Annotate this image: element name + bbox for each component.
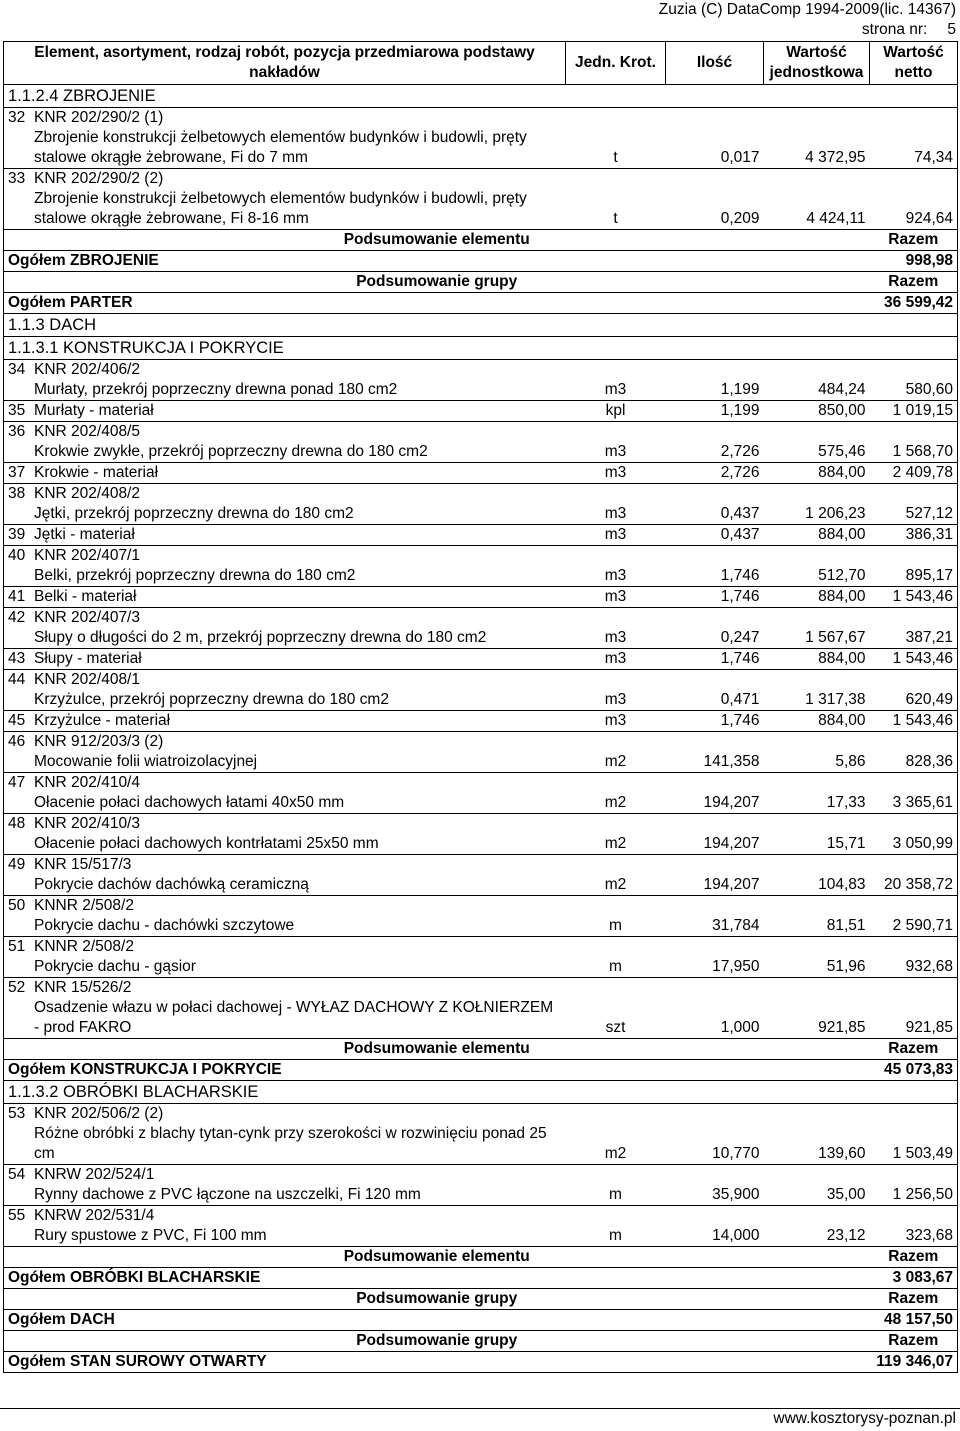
item-code-line [8, 814, 562, 834]
item-unit: m [566, 1206, 666, 1247]
total-row [4, 1310, 958, 1331]
item-code-line [8, 773, 562, 793]
item-unit: t [566, 169, 666, 230]
item-unit: m [566, 896, 666, 937]
item-unit-price: 4 372,95 [764, 108, 870, 169]
item-net-value: 1 503,49 [870, 1104, 958, 1165]
item-quantity: 0,471 [666, 670, 764, 711]
item-description-cell [4, 608, 566, 649]
copyright-text: Zuzia (C) DataComp 1994-2009(lic. 14367) [658, 1, 956, 18]
line-item-row [4, 525, 958, 546]
total-row [4, 251, 958, 272]
total-value: 48 157,50 [870, 1310, 958, 1331]
item-unit-price: 884,00 [764, 711, 870, 732]
item-code-line [8, 937, 562, 957]
item-code: KNR 202/408/5 [34, 423, 140, 440]
item-code: KNR 202/408/1 [34, 671, 140, 688]
item-description: Krzyżulce - materiał [34, 712, 171, 729]
line-item-row [4, 978, 958, 1039]
item-description: Pokrycie dachu - gąsior [34, 958, 196, 975]
item-code-line [8, 360, 562, 380]
item-description-cell [4, 773, 566, 814]
summary-row [4, 1039, 958, 1060]
item-quantity: 141,358 [666, 732, 764, 773]
item-unit-price: 15,71 [764, 814, 870, 855]
item-code-line [8, 169, 562, 189]
item-code-line [8, 484, 562, 504]
item-description: Belki, przekrój poprzeczny drewna do 180 cm2 [34, 567, 356, 584]
item-code: KNR 202/410/4 [34, 774, 140, 791]
line-item-row [4, 773, 958, 814]
total-value: 3 083,67 [870, 1268, 958, 1289]
item-unit: m3 [566, 546, 666, 587]
item-unit-price: 5,86 [764, 732, 870, 773]
item-net-value: 2 590,71 [870, 896, 958, 937]
col-net-value-header: Wartość netto [870, 42, 958, 85]
item-unit-price: 51,96 [764, 937, 870, 978]
item-quantity: 0,437 [666, 525, 764, 546]
item-unit: t [566, 108, 666, 169]
line-item-row [4, 422, 958, 463]
item-code-line [8, 546, 562, 566]
item-description-cell [4, 360, 566, 401]
summary-label: Podsumowanie elementu [4, 230, 870, 251]
page-label: strona nr: [861, 21, 928, 38]
item-quantity: 1,199 [666, 401, 764, 422]
total-value: 119 346,07 [870, 1352, 958, 1373]
line-item-row [4, 937, 958, 978]
item-number: 48 [8, 815, 26, 832]
item-description: Jętki, przekrój poprzeczny drewna do 180 cm2 [34, 505, 354, 522]
total-label: Ogółem PARTER [4, 293, 870, 314]
section-heading-row [4, 314, 958, 337]
item-description-cell [4, 587, 566, 608]
page-header [659, 0, 956, 40]
summary-right-label: Razem [870, 272, 958, 293]
item-unit: m [566, 1165, 666, 1206]
line-item-row [4, 546, 958, 587]
total-label: Ogółem KONSTRUKCJA I POKRYCIE [4, 1060, 870, 1081]
line-item-row [4, 1104, 958, 1165]
item-code-line [8, 670, 562, 690]
item-quantity: 194,207 [666, 855, 764, 896]
item-code-line [8, 1165, 562, 1185]
summary-label: Podsumowanie grupy [4, 1331, 870, 1352]
line-item-row [4, 711, 958, 732]
line-item-row [4, 484, 958, 525]
item-code-line [8, 855, 562, 875]
line-item-row [4, 108, 958, 169]
item-code: KNR 202/408/2 [34, 485, 140, 502]
item-unit-price: 884,00 [764, 587, 870, 608]
item-code-line [8, 108, 562, 128]
summary-row [4, 1331, 958, 1352]
item-net-value: 20 358,72 [870, 855, 958, 896]
item-code-line [8, 463, 562, 483]
item-quantity: 10,770 [666, 1104, 764, 1165]
item-description-cell [4, 1165, 566, 1206]
item-code: KNR 15/517/3 [34, 856, 132, 873]
line-item-row [4, 814, 958, 855]
item-number: 39 [8, 526, 26, 543]
item-unit-price: 921,85 [764, 978, 870, 1039]
item-number: 51 [8, 938, 26, 955]
item-net-value: 74,34 [870, 108, 958, 169]
item-description: Różne obróbki z blachy tytan-cynk przy szerokości w rozwinięciu ponad 25 cm [34, 1125, 547, 1162]
item-code: KNR 202/290/2 (2) [34, 170, 164, 187]
item-description: Ołacenie połaci dachowych łatami 40x50 mm [34, 794, 345, 811]
item-quantity: 1,746 [666, 711, 764, 732]
item-net-value: 323,68 [870, 1206, 958, 1247]
line-item-row [4, 401, 958, 422]
line-item-row [4, 896, 958, 937]
line-item-row [4, 855, 958, 896]
footer-website: www.kosztorysy-poznan.pl [773, 1410, 956, 1427]
item-description-cell [4, 978, 566, 1039]
item-code: KNR 202/406/2 [34, 361, 140, 378]
item-description-cell [4, 401, 566, 422]
item-code-line [8, 525, 562, 545]
line-item-row [4, 732, 958, 773]
summary-label: Podsumowanie grupy [4, 1289, 870, 1310]
item-number: 44 [8, 671, 26, 688]
total-label: Ogółem OBRÓBKI BLACHARSKIE [4, 1268, 870, 1289]
item-code: KNR 202/506/2 (2) [34, 1105, 164, 1122]
item-unit-price: 1 567,67 [764, 608, 870, 649]
item-description: Belki - materiał [34, 588, 137, 605]
item-number: 52 [8, 979, 26, 996]
item-unit: m2 [566, 855, 666, 896]
item-number: 49 [8, 856, 26, 873]
item-code: KNR 15/526/2 [34, 979, 132, 996]
summary-row [4, 1247, 958, 1268]
item-unit: m3 [566, 608, 666, 649]
summary-right-label: Razem [870, 230, 958, 251]
item-code-line [8, 1104, 562, 1124]
item-description: Pokrycie dachu - dachówki szczytowe [34, 917, 295, 934]
item-number: 54 [8, 1166, 26, 1183]
item-code: KNR 912/203/3 (2) [34, 733, 164, 750]
item-quantity: 194,207 [666, 773, 764, 814]
item-net-value: 527,12 [870, 484, 958, 525]
item-net-value: 387,21 [870, 608, 958, 649]
item-description: Słupy o długości do 2 m, przekrój poprzeczny drewna do 180 cm2 [34, 629, 487, 646]
item-number: 53 [8, 1105, 26, 1122]
item-code: KNR 202/290/2 (1) [34, 109, 164, 126]
item-number: 41 [8, 588, 26, 605]
item-description: Krzyżulce, przekrój poprzeczny drewna do 180 cm2 [34, 691, 389, 708]
line-item-row [4, 649, 958, 670]
item-quantity: 17,950 [666, 937, 764, 978]
item-unit-price: 884,00 [764, 525, 870, 546]
item-quantity: 14,000 [666, 1206, 764, 1247]
footer-rule [0, 1408, 960, 1409]
item-unit-price: 81,51 [764, 896, 870, 937]
summary-right-label: Razem [870, 1331, 958, 1352]
summary-right-label: Razem [870, 1289, 958, 1310]
item-unit-price: 139,60 [764, 1104, 870, 1165]
item-code: KNR 202/407/1 [34, 547, 140, 564]
item-quantity: 0,437 [666, 484, 764, 525]
item-net-value: 924,64 [870, 169, 958, 230]
summary-right-label: Razem [870, 1247, 958, 1268]
item-description-cell [4, 732, 566, 773]
item-unit: m [566, 937, 666, 978]
item-unit-price: 884,00 [764, 649, 870, 670]
col-unit-price-header: Wartość jednostkowa [764, 42, 870, 85]
item-description-cell [4, 937, 566, 978]
item-unit-price: 512,70 [764, 546, 870, 587]
item-unit-price: 1 206,23 [764, 484, 870, 525]
item-unit-price: 575,46 [764, 422, 870, 463]
item-code-line [8, 896, 562, 916]
item-description: Mocowanie folii wiatroizolacyjnej [34, 753, 258, 770]
item-description-cell [4, 649, 566, 670]
section-heading: 1.1.2.4 ZBROJENIE [4, 85, 958, 108]
item-net-value: 1 543,46 [870, 649, 958, 670]
item-unit-price: 850,00 [764, 401, 870, 422]
total-value: 36 599,42 [870, 293, 958, 314]
item-number: 46 [8, 733, 26, 750]
item-code-line [8, 587, 562, 607]
item-net-value: 3 050,99 [870, 814, 958, 855]
item-description: Krokwie - materiał [34, 464, 159, 481]
line-item-row [4, 587, 958, 608]
item-number: 36 [8, 423, 26, 440]
item-description-cell [4, 670, 566, 711]
item-quantity: 0,247 [666, 608, 764, 649]
item-unit: m3 [566, 422, 666, 463]
item-number: 35 [8, 402, 26, 419]
item-description: Rury spustowe z PVC, Fi 100 mm [34, 1227, 267, 1244]
item-code-line [8, 732, 562, 752]
item-number: 50 [8, 897, 26, 914]
section-heading: 1.1.3.1 KONSTRUKCJA I POKRYCIE [4, 337, 958, 360]
item-net-value: 620,49 [870, 670, 958, 711]
section-heading: 1.1.3 DACH [4, 314, 958, 337]
table-header-row [4, 42, 958, 85]
section-heading-row [4, 337, 958, 360]
summary-row [4, 230, 958, 251]
item-number: 37 [8, 464, 26, 481]
item-number: 32 [8, 109, 26, 126]
item-net-value: 3 365,61 [870, 773, 958, 814]
table-body [4, 85, 958, 1373]
item-unit: m2 [566, 1104, 666, 1165]
item-code-line [8, 649, 562, 669]
line-item-row [4, 1206, 958, 1247]
line-item-row [4, 360, 958, 401]
item-quantity: 35,900 [666, 1165, 764, 1206]
item-number: 42 [8, 609, 26, 626]
item-description: Murłaty, przekrój poprzeczny drewna ponad 180 cm2 [34, 381, 398, 398]
total-label: Ogółem STAN SUROWY OTWARTY [4, 1352, 870, 1373]
item-code-line [8, 978, 562, 998]
item-unit: m3 [566, 360, 666, 401]
item-quantity: 31,784 [666, 896, 764, 937]
item-code: KNNR 2/508/2 [34, 938, 134, 955]
item-number: 38 [8, 485, 26, 502]
item-unit: m3 [566, 670, 666, 711]
section-heading: 1.1.3.2 OBRÓBKI BLACHARSKIE [4, 1081, 958, 1104]
item-net-value: 2 409,78 [870, 463, 958, 484]
total-row [4, 1268, 958, 1289]
col-description-header: Element, asortyment, rodzaj robót, pozycja przedmiarowa podstawy nakładów [4, 42, 566, 85]
summary-label: Podsumowanie grupy [4, 272, 870, 293]
item-description-cell [4, 814, 566, 855]
summary-label: Podsumowanie elementu [4, 1247, 870, 1268]
summary-label: Podsumowanie elementu [4, 1039, 870, 1060]
item-quantity: 1,000 [666, 978, 764, 1039]
item-unit: m2 [566, 732, 666, 773]
total-row [4, 1060, 958, 1081]
item-quantity: 1,746 [666, 649, 764, 670]
item-quantity: 1,746 [666, 587, 764, 608]
item-description-cell [4, 1206, 566, 1247]
item-code-line [8, 711, 562, 731]
total-label: Ogółem DACH [4, 1310, 870, 1331]
item-number: 34 [8, 361, 26, 378]
item-description: Rynny dachowe z PVC łączone na uszczelki, Fi 120 mm [34, 1186, 421, 1203]
item-code-line [8, 422, 562, 442]
item-unit-price: 104,83 [764, 855, 870, 896]
col-quantity-header: Ilość [666, 42, 764, 85]
item-net-value: 1 543,46 [870, 711, 958, 732]
total-value: 998,98 [870, 251, 958, 272]
item-code-line [8, 608, 562, 628]
item-unit: kpl [566, 401, 666, 422]
item-unit: m2 [566, 814, 666, 855]
item-net-value: 932,68 [870, 937, 958, 978]
item-description: Pokrycie dachów dachówką ceramiczną [34, 876, 309, 893]
item-description-cell [4, 169, 566, 230]
item-quantity: 1,746 [666, 546, 764, 587]
item-unit-price: 17,33 [764, 773, 870, 814]
item-description-cell [4, 108, 566, 169]
item-net-value: 1 543,46 [870, 587, 958, 608]
item-unit-price: 4 424,11 [764, 169, 870, 230]
item-description-cell [4, 855, 566, 896]
line-item-row [4, 169, 958, 230]
item-description-cell [4, 525, 566, 546]
total-row [4, 1352, 958, 1373]
total-label: Ogółem ZBROJENIE [4, 251, 870, 272]
item-number: 40 [8, 547, 26, 564]
item-unit: szt [566, 978, 666, 1039]
item-net-value: 1 019,15 [870, 401, 958, 422]
total-row [4, 293, 958, 314]
item-unit-price: 1 317,38 [764, 670, 870, 711]
item-description: Ołacenie połaci dachowych kontrłatami 25x50 mm [34, 835, 379, 852]
item-unit-price: 23,12 [764, 1206, 870, 1247]
item-description-cell [4, 711, 566, 732]
item-unit: m3 [566, 484, 666, 525]
item-code-line [8, 401, 562, 421]
item-code-line [8, 1206, 562, 1226]
item-number: 45 [8, 712, 26, 729]
summary-row [4, 272, 958, 293]
item-unit: m3 [566, 649, 666, 670]
item-code: KNR 202/407/3 [34, 609, 140, 626]
item-unit: m3 [566, 463, 666, 484]
item-quantity: 1,199 [666, 360, 764, 401]
item-description: Zbrojenie konstrukcji żelbetowych elementów budynków i budowli, pręty stalowe okrągłe żebrowane, Fi 8-16 mm [34, 190, 527, 227]
section-heading-row [4, 1081, 958, 1104]
item-unit: m3 [566, 525, 666, 546]
item-description-cell [4, 463, 566, 484]
item-description-cell [4, 896, 566, 937]
item-description: Zbrojenie konstrukcji żelbetowych elementów budynków i budowli, pręty stalowe okrągłe żebrowane, Fi do 7 mm [34, 129, 527, 166]
page-number: 5 [947, 21, 956, 38]
item-unit-price: 35,00 [764, 1165, 870, 1206]
col-unit-header: Jedn. Krot. [566, 42, 666, 85]
item-number: 33 [8, 170, 26, 187]
item-net-value: 1 568,70 [870, 422, 958, 463]
section-heading-row [4, 85, 958, 108]
item-description-cell [4, 422, 566, 463]
item-quantity: 0,017 [666, 108, 764, 169]
item-description: Krokwie zwykłe, przekrój poprzeczny drewna do 180 cm2 [34, 443, 428, 460]
line-item-row [4, 463, 958, 484]
summary-right-label: Razem [870, 1039, 958, 1060]
summary-row [4, 1289, 958, 1310]
item-net-value: 921,85 [870, 978, 958, 1039]
line-item-row [4, 608, 958, 649]
item-code: KNR 202/410/3 [34, 815, 140, 832]
item-number: 43 [8, 650, 26, 667]
item-unit: m3 [566, 711, 666, 732]
item-quantity: 2,726 [666, 422, 764, 463]
item-code: KNRW 202/524/1 [34, 1166, 155, 1183]
line-item-row [4, 1165, 958, 1206]
item-net-value: 828,36 [870, 732, 958, 773]
item-quantity: 2,726 [666, 463, 764, 484]
item-unit: m3 [566, 587, 666, 608]
item-description-cell [4, 1104, 566, 1165]
item-net-value: 386,31 [870, 525, 958, 546]
item-net-value: 1 256,50 [870, 1165, 958, 1206]
item-description: Osadzenie włazu w połaci dachowej - WYŁAZ DACHOWY Z KOŁNIERZEM - prod FAKRO [34, 999, 554, 1036]
item-code: KNRW 202/531/4 [34, 1207, 155, 1224]
item-description: Murłaty - materiał [34, 402, 154, 419]
item-number: 47 [8, 774, 26, 791]
item-net-value: 895,17 [870, 546, 958, 587]
item-quantity: 194,207 [666, 814, 764, 855]
item-description-cell [4, 484, 566, 525]
item-code: KNNR 2/508/2 [34, 897, 134, 914]
item-quantity: 0,209 [666, 169, 764, 230]
total-value: 45 073,83 [870, 1060, 958, 1081]
item-description: Jętki - materiał [34, 526, 135, 543]
item-unit-price: 484,24 [764, 360, 870, 401]
item-unit: m2 [566, 773, 666, 814]
cost-estimate-table [3, 41, 958, 1373]
item-number: 55 [8, 1207, 26, 1224]
item-description: Słupy - materiał [34, 650, 142, 667]
line-item-row [4, 670, 958, 711]
item-net-value: 580,60 [870, 360, 958, 401]
item-description-cell [4, 546, 566, 587]
item-unit-price: 884,00 [764, 463, 870, 484]
